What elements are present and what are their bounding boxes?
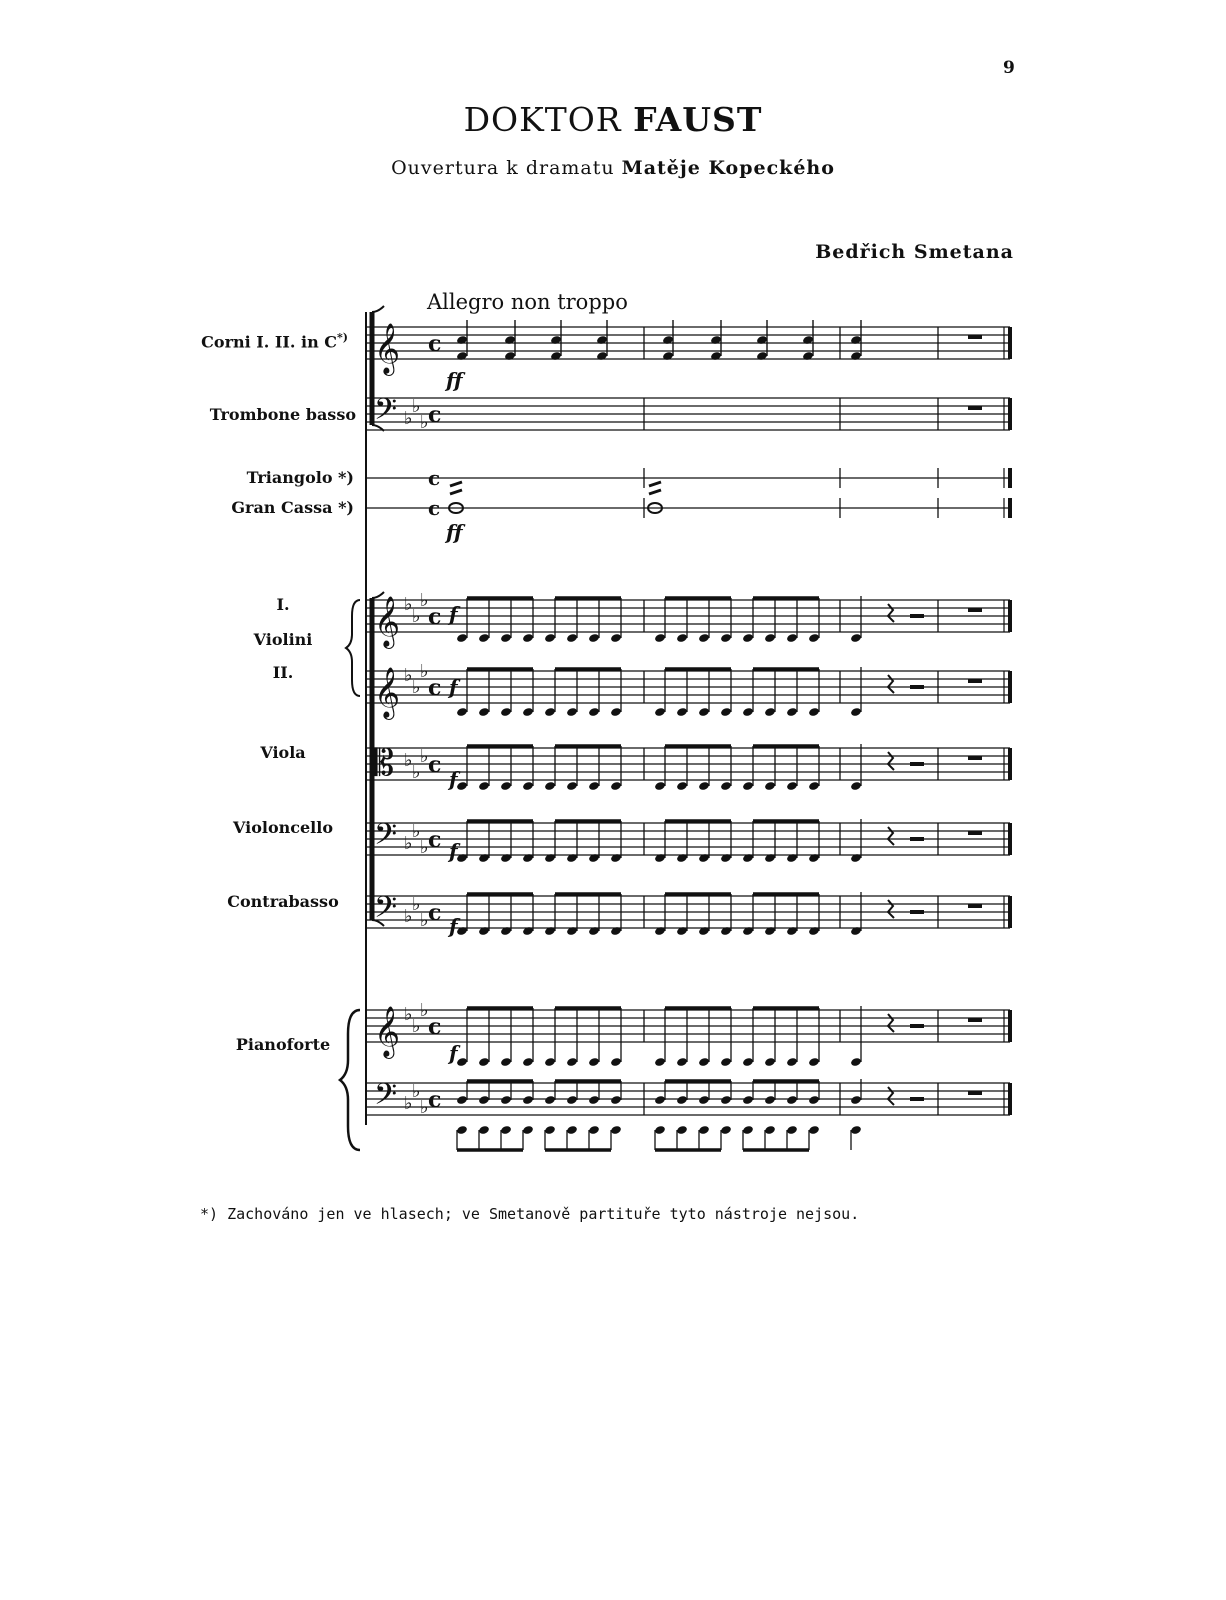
flat-icon: ♭ [404, 594, 413, 615]
violin1-notehead [588, 633, 600, 643]
piano-lh-notehead [764, 1095, 776, 1105]
viola-notehead [698, 781, 710, 791]
half-rest-violin2 [910, 685, 924, 689]
half-rest-violoncello [910, 837, 924, 841]
piano-lh-low-notehead [588, 1125, 600, 1135]
time-signature-c-icon: c [428, 1087, 442, 1113]
label-violini-1: I. [276, 595, 290, 614]
violin1-notehead [456, 633, 468, 643]
piano-lh-notehead [786, 1095, 798, 1105]
piano-lh-notehead [588, 1095, 600, 1105]
viola-notehead [742, 781, 754, 791]
piano-lh-notehead [522, 1095, 534, 1105]
whole-rest-corni [968, 335, 982, 339]
flat-icon: ♭ [420, 1097, 429, 1118]
time-signature-c-icon: c [428, 496, 441, 520]
label-viola: Viola [260, 743, 306, 762]
violin2-notehead [850, 707, 862, 717]
flat-icon: ♭ [412, 894, 421, 915]
piano-rh-notehead [676, 1057, 688, 1067]
title-part1: DOKTOR [463, 100, 634, 139]
violin2-notehead [720, 707, 732, 717]
piano-lh-notehead [610, 1095, 622, 1105]
quarter-rest-icon [888, 900, 894, 918]
violin1-notehead [720, 633, 732, 643]
piano-lh-notehead [720, 1095, 732, 1105]
half-rest-piano-lh [910, 1097, 924, 1101]
alto-clef-icon: 𝄡 [374, 743, 395, 784]
quarter-rest-icon [888, 1014, 894, 1032]
flat-icon: ♭ [420, 910, 429, 931]
piano-rh-notehead [588, 1057, 600, 1067]
flat-icon: ♭ [412, 677, 421, 698]
dynamic-ff-corni: ff [446, 368, 463, 392]
piano-rh-notehead [478, 1057, 490, 1067]
violin2-notehead [786, 707, 798, 717]
viola-notehead [544, 781, 556, 791]
piano-lh-low-notehead [720, 1125, 732, 1135]
violin1-notehead [478, 633, 490, 643]
flat-icon: ♭ [404, 906, 413, 927]
viola-notehead [610, 781, 622, 791]
piano-rh-notehead [522, 1057, 534, 1067]
violin1-notehead [676, 633, 688, 643]
quarter-rest-icon [888, 675, 894, 693]
piano-lh-notehead [478, 1095, 490, 1105]
violini-brace [346, 600, 360, 696]
flat-icon: ♭ [412, 762, 421, 783]
viola-notehead [850, 781, 862, 791]
violin2-notehead [478, 707, 490, 717]
flat-icon: ♭ [412, 396, 421, 417]
flat-icon: ♭ [412, 821, 421, 842]
subtitle-part2: Matěje Kopeckého [621, 157, 835, 179]
flat-icon: ♭ [404, 1004, 413, 1025]
dynamic-f-piano: f [449, 1041, 458, 1065]
piano-lh-notehead [742, 1095, 754, 1105]
treble-clef-icon: 𝄞 [374, 596, 401, 647]
piano-lh-low-notehead [676, 1125, 688, 1135]
violin1-notehead [500, 633, 512, 643]
viola-notehead [654, 781, 666, 791]
treble-clef-icon: 𝄞 [374, 1006, 401, 1057]
flat-icon: ♭ [420, 590, 429, 611]
viola-notehead [478, 781, 490, 791]
flat-icon: ♭ [404, 833, 413, 854]
piano-rh-notehead [786, 1057, 798, 1067]
piano-rh-notehead [850, 1057, 862, 1067]
whole-rest-contrabasso [968, 904, 982, 908]
piano-lh-low-notehead [566, 1125, 578, 1135]
viola-notehead [808, 781, 820, 791]
piano-lh-low-notehead [478, 1125, 490, 1135]
piano-lh-low-notehead [500, 1125, 512, 1135]
flat-icon: ♭ [404, 408, 413, 429]
violin1-notehead [610, 633, 622, 643]
violin1-notehead [522, 633, 534, 643]
label-corni-mark: *) [337, 331, 348, 344]
piano-lh-notehead [566, 1095, 578, 1105]
flat-icon: ♭ [412, 1081, 421, 1102]
bracket-hook [372, 306, 384, 312]
violin2-notehead [566, 707, 578, 717]
tremolo-mark [649, 490, 661, 494]
time-signature-c-icon: c [428, 900, 442, 926]
footnote: *) Zachováno jen ve hlasech; ve Smetanově partituře tyto nástroje nejsou. [200, 1205, 860, 1223]
tremolo-mark [450, 482, 462, 486]
label-corni: Corni I. II. in C*) [201, 331, 348, 352]
tremolo-mark [450, 490, 462, 494]
piano-lh-notehead [544, 1095, 556, 1105]
violin2-notehead [698, 707, 710, 717]
treble-clef-icon: 𝄞 [374, 667, 401, 718]
tremolo-mark [649, 482, 661, 486]
bass-clef-icon: 𝄢 [374, 393, 398, 434]
flat-icon: ♭ [404, 1093, 413, 1114]
quarter-rest-icon [888, 604, 894, 622]
label-contrabasso: Contrabasso [227, 892, 339, 911]
piano-rh-notehead [764, 1057, 776, 1067]
label-violini: Violini [253, 630, 313, 649]
bass-clef-icon: 𝄢 [374, 891, 398, 932]
piano-lh-low-notehead [456, 1125, 468, 1135]
time-signature-c-icon: c [428, 402, 442, 428]
dynamic-f-vln1: f [449, 602, 458, 626]
time-signature-c-icon: c [428, 1014, 442, 1040]
dynamic-f-cb: f [449, 914, 458, 938]
piano-rh-notehead [456, 1057, 468, 1067]
piano-rh-notehead [654, 1057, 666, 1067]
piano-rh-notehead [742, 1057, 754, 1067]
flat-icon: ♭ [404, 665, 413, 686]
piano-lh-low-notehead [786, 1125, 798, 1135]
whole-rest-violin1 [968, 608, 982, 612]
time-signature-c-icon: c [428, 827, 442, 853]
dynamic-ff-cassa: ff [446, 520, 463, 544]
violin1-notehead [808, 633, 820, 643]
violin2-notehead [610, 707, 622, 717]
label-gran-cassa: Gran Cassa *) [231, 498, 354, 517]
half-rest-contrabasso [910, 910, 924, 914]
label-violini-2: II. [272, 663, 294, 682]
flat-icon: ♭ [420, 837, 429, 858]
quarter-rest-icon [888, 827, 894, 845]
viola-notehead [522, 781, 534, 791]
flat-icon: ♭ [404, 750, 413, 771]
piano-rh-notehead [500, 1057, 512, 1067]
piano-lh-low-notehead [544, 1125, 556, 1135]
violin2-notehead [500, 707, 512, 717]
quarter-rest-icon [888, 1087, 894, 1105]
violin2-notehead [522, 707, 534, 717]
piano-lh-low-notehead [610, 1125, 622, 1135]
bass-clef-icon: 𝄢 [374, 818, 398, 859]
whole-rest-trombone-b1 [968, 406, 982, 410]
piano-rh-notehead [610, 1057, 622, 1067]
whole-rest-viola [968, 756, 982, 760]
time-signature-c-icon: c [428, 331, 442, 357]
time-signature-c-icon: c [428, 675, 442, 701]
flat-icon: ♭ [412, 1016, 421, 1037]
whole-rest-piano-lh [968, 1091, 982, 1095]
flat-icon: ♭ [420, 746, 429, 767]
viola-notehead [500, 781, 512, 791]
whole-rest-violoncello [968, 831, 982, 835]
label-trombone: Trombone basso [209, 405, 356, 424]
violin2-notehead [588, 707, 600, 717]
label-pianoforte: Pianoforte [235, 1035, 331, 1054]
violin1-notehead [544, 633, 556, 643]
piano-lh-notehead [676, 1095, 688, 1105]
violin2-notehead [742, 707, 754, 717]
flat-icon: ♭ [412, 606, 421, 627]
half-rest-viola [910, 762, 924, 766]
label-violoncello: Violoncello [232, 818, 333, 837]
flat-icon: ♭ [420, 412, 429, 433]
violin1-notehead [566, 633, 578, 643]
piano-lh-low-notehead [698, 1125, 710, 1135]
piano-lh-notehead [850, 1095, 862, 1105]
piano-lh-low-notehead [808, 1125, 820, 1135]
time-signature-c-icon: c [428, 466, 441, 490]
piano-lh-notehead [808, 1095, 820, 1105]
violin2-notehead [544, 707, 556, 717]
violin2-notehead [654, 707, 666, 717]
whole-rest-violin2 [968, 679, 982, 683]
violin1-notehead [742, 633, 754, 643]
bass-clef-icon: 𝄢 [374, 1078, 398, 1119]
piano-rh-notehead [808, 1057, 820, 1067]
label-triangolo: Triangolo *) [246, 468, 354, 487]
violin1-notehead [698, 633, 710, 643]
piano-lh-notehead [456, 1095, 468, 1105]
viola-notehead [786, 781, 798, 791]
violin1-notehead [764, 633, 776, 643]
piano-rh-notehead [698, 1057, 710, 1067]
dynamic-f-viola: f [449, 767, 458, 791]
title-part2: FAUST [633, 100, 763, 139]
violin1-notehead [850, 633, 862, 643]
violin1-notehead [654, 633, 666, 643]
piano-lh-low-notehead [850, 1125, 862, 1135]
violin2-notehead [456, 707, 468, 717]
piano-lh-low-notehead [764, 1125, 776, 1135]
piano-lh-low-notehead [742, 1125, 754, 1135]
composer: Bedřich Smetana [815, 241, 1014, 263]
time-signature-c-icon: c [428, 604, 442, 630]
viola-notehead [566, 781, 578, 791]
viola-notehead [588, 781, 600, 791]
viola-notehead [720, 781, 732, 791]
quarter-rest-icon [888, 752, 894, 770]
piano-rh-notehead [720, 1057, 732, 1067]
treble-clef-icon: 𝄞 [374, 323, 401, 374]
viola-notehead [676, 781, 688, 791]
violin1-notehead [786, 633, 798, 643]
subtitle-part1: Ouvertura k dramatu [391, 157, 622, 179]
flat-icon: ♭ [420, 661, 429, 682]
piano-brace [340, 1010, 360, 1150]
piano-rh-notehead [566, 1057, 578, 1067]
violin2-notehead [676, 707, 688, 717]
half-rest-piano-rh [910, 1024, 924, 1028]
piano-lh-low-notehead [654, 1125, 666, 1135]
violin2-notehead [808, 707, 820, 717]
dynamic-f-vln2: f [449, 675, 458, 699]
flat-icon: ♭ [420, 1000, 429, 1021]
page-number: 9 [1003, 58, 1015, 78]
piano-rh-notehead [544, 1057, 556, 1067]
violin2-notehead [764, 707, 776, 717]
dynamic-f-vc: f [449, 839, 458, 863]
piano-lh-notehead [500, 1095, 512, 1105]
viola-notehead [764, 781, 776, 791]
viola-notehead [456, 781, 468, 791]
piano-lh-low-notehead [522, 1125, 534, 1135]
time-signature-c-icon: c [428, 752, 442, 778]
whole-rest-piano-rh [968, 1018, 982, 1022]
piano-lh-notehead [654, 1095, 666, 1105]
half-rest-violin1 [910, 614, 924, 618]
piano-lh-notehead [698, 1095, 710, 1105]
tempo-marking: Allegro non troppo [427, 290, 628, 314]
